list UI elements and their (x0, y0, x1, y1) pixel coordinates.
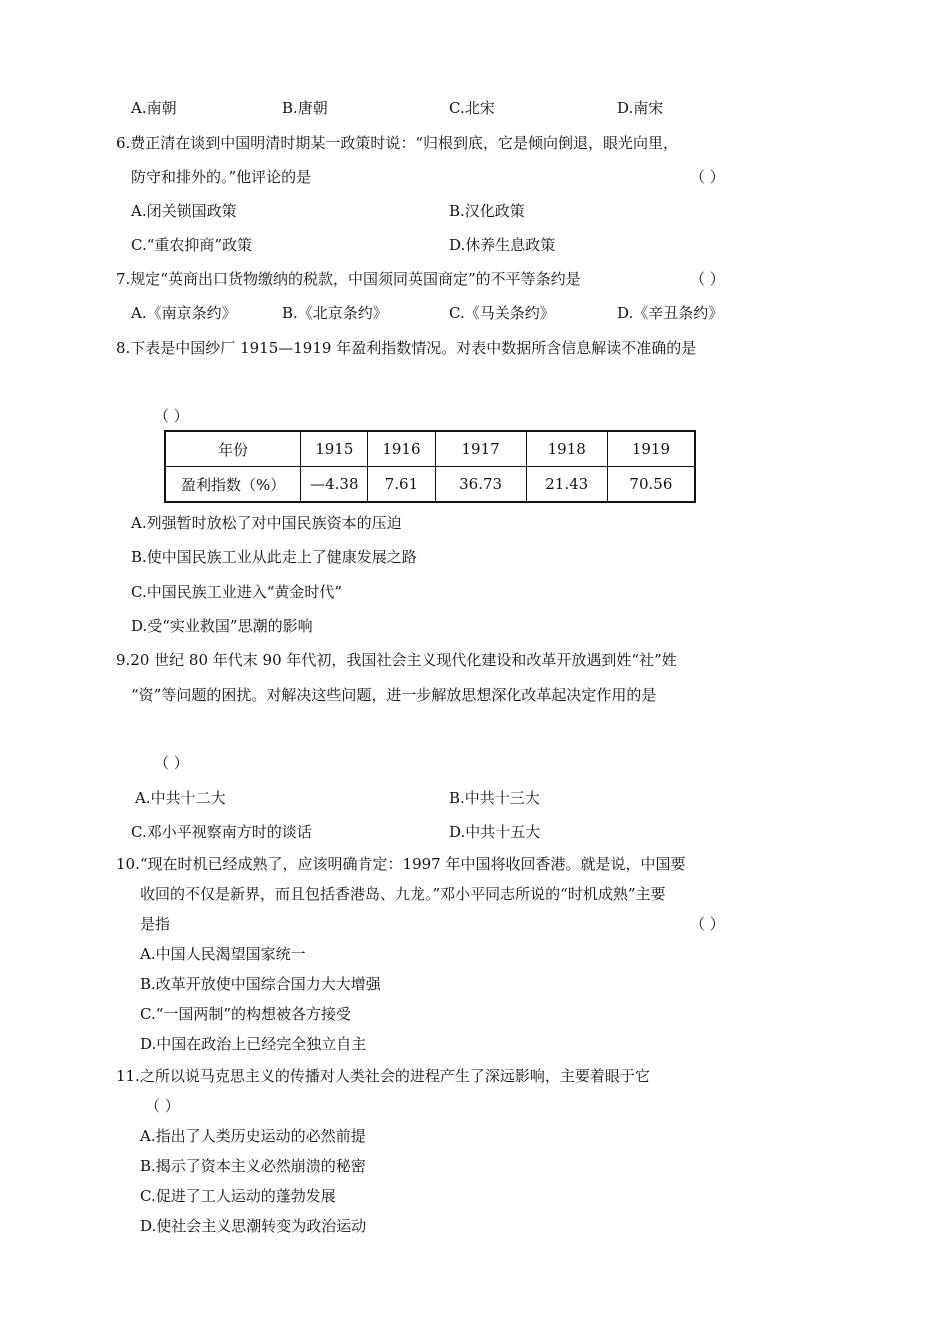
q9-option-c: C.邓小平视察南方时的谈话 (131, 823, 312, 841)
q11-option-a: A.指出了人类历史运动的必然前提 (140, 1127, 366, 1145)
table-cell: 70.56 (607, 467, 695, 503)
q6-stem-line2: 防守和排外的。”他评论的是 (131, 168, 312, 186)
q8-stem-line1: 8.下表是中国纱厂 1915—1919 年盈利指数情况。对表中数据所含信息解读不准确的是 (116, 339, 697, 357)
q11-stem-line1: 11.之所以说马克思主义的传播对人类社会的进程产生了深远影响，主要着眼于它 (116, 1067, 650, 1085)
table-cell: —4.38 (301, 467, 368, 503)
q8-option-a: A.列强暂时放松了对中国民族资本的压迫 (131, 514, 402, 532)
q5-option-d: D.南宋 (617, 99, 664, 117)
table-cell: 36.73 (435, 467, 526, 503)
q5-option-c: C.北宋 (449, 99, 495, 117)
q9-stem-line1: 9.20 世纪 80 年代末 90 年代初，我国社会主义现代化建设和改革开放遇到姓“社”姓 (116, 651, 677, 669)
q9-answer-bracket: （ ） (154, 754, 189, 772)
q9-option-a: A.中共十二大 (135, 789, 226, 807)
q6-option-d: D.休养生息政策 (449, 236, 556, 254)
q10-stem-line1: 10.“现在时机已经成熟了，应该明确肯定：1997 年中国将收回香港。就是说，中国要 (116, 855, 686, 873)
q9-option-d: D.中共十五大 (449, 823, 541, 841)
q11-answer-bracket: （ ） (145, 1097, 180, 1115)
q10-stem-line3: 是指 (140, 915, 171, 933)
q11-option-c: C.促进了工人运动的蓬勃发展 (140, 1187, 336, 1205)
q8-option-d: D.受“实业救国”思潮的影响 (131, 617, 313, 635)
q10-answer-bracket: （ ） (690, 915, 725, 933)
q11-option-d: D.使社会主义思潮转变为政治运动 (140, 1217, 367, 1235)
q8-answer-bracket: （ ） (154, 407, 189, 425)
table-cell: 1919 (607, 431, 695, 467)
q10-option-d: D.中国在政治上已经完全独立自主 (140, 1035, 367, 1053)
table-row (165, 467, 695, 503)
table-cell: 1917 (435, 431, 526, 467)
q7-option-d: D.《辛丑条约》 (617, 304, 724, 322)
table-cell: 7.61 (368, 467, 435, 503)
table-cell: 21.43 (526, 467, 607, 503)
q11-option-b: B.揭示了资本主义必然崩溃的秘密 (140, 1157, 366, 1175)
q9-option-b: B.中共十三大 (449, 789, 540, 807)
q7-option-a: A.《南京条约》 (131, 304, 237, 322)
q8-option-b: B.使中国民族工业从此走上了健康发展之路 (131, 548, 417, 566)
q8-profit-table (164, 430, 696, 503)
table-header-row (165, 431, 695, 467)
q7-option-b: B.《北京条约》 (282, 304, 388, 322)
table-cell: 1918 (526, 431, 607, 467)
table-cell: 盈利指数（%） (165, 467, 301, 503)
q9-stem-line2: “资”等问题的困扰。对解决这些问题，进一步解放思想深化改革起决定作用的是 (131, 686, 657, 704)
table-cell: 1916 (368, 431, 435, 467)
q6-option-a: A.闭关锁国政策 (131, 202, 237, 220)
table-cell: 1915 (301, 431, 368, 467)
q10-option-c: C.“一国两制”的构想被各方接受 (140, 1005, 352, 1023)
q10-option-b: B.改革开放使中国综合国力大大增强 (140, 975, 381, 993)
q10-stem-line2: 收回的不仅是新界，而且包括香港岛、九龙。”邓小平同志所说的“时机成熟”主要 (140, 885, 666, 903)
q6-option-c: C.“重农抑商”政策 (131, 236, 253, 254)
q7-option-c: C.《马关条约》 (449, 304, 555, 322)
q10-option-a: A.中国人民渴望国家统一 (140, 945, 306, 963)
q5-option-b: B.唐朝 (282, 99, 328, 117)
q7-answer-bracket: （ ） (690, 270, 725, 288)
q8-option-c: C.中国民族工业进入“黄金时代” (131, 583, 343, 601)
table-cell: 年份 (165, 431, 301, 467)
q7-stem-line1: 7.规定“英商出口货物缴纳的税款，中国须同英国商定”的不平等条约是 (116, 270, 581, 288)
q5-option-a: A.南朝 (131, 99, 177, 117)
q6-stem-line1: 6.费正清在谈到中国明清时期某一政策时说：“归根到底，它是倾向倒退，眼光向里， (116, 134, 678, 152)
q6-option-b: B.汉化政策 (449, 202, 525, 220)
q6-answer-bracket: （ ） (690, 168, 725, 186)
